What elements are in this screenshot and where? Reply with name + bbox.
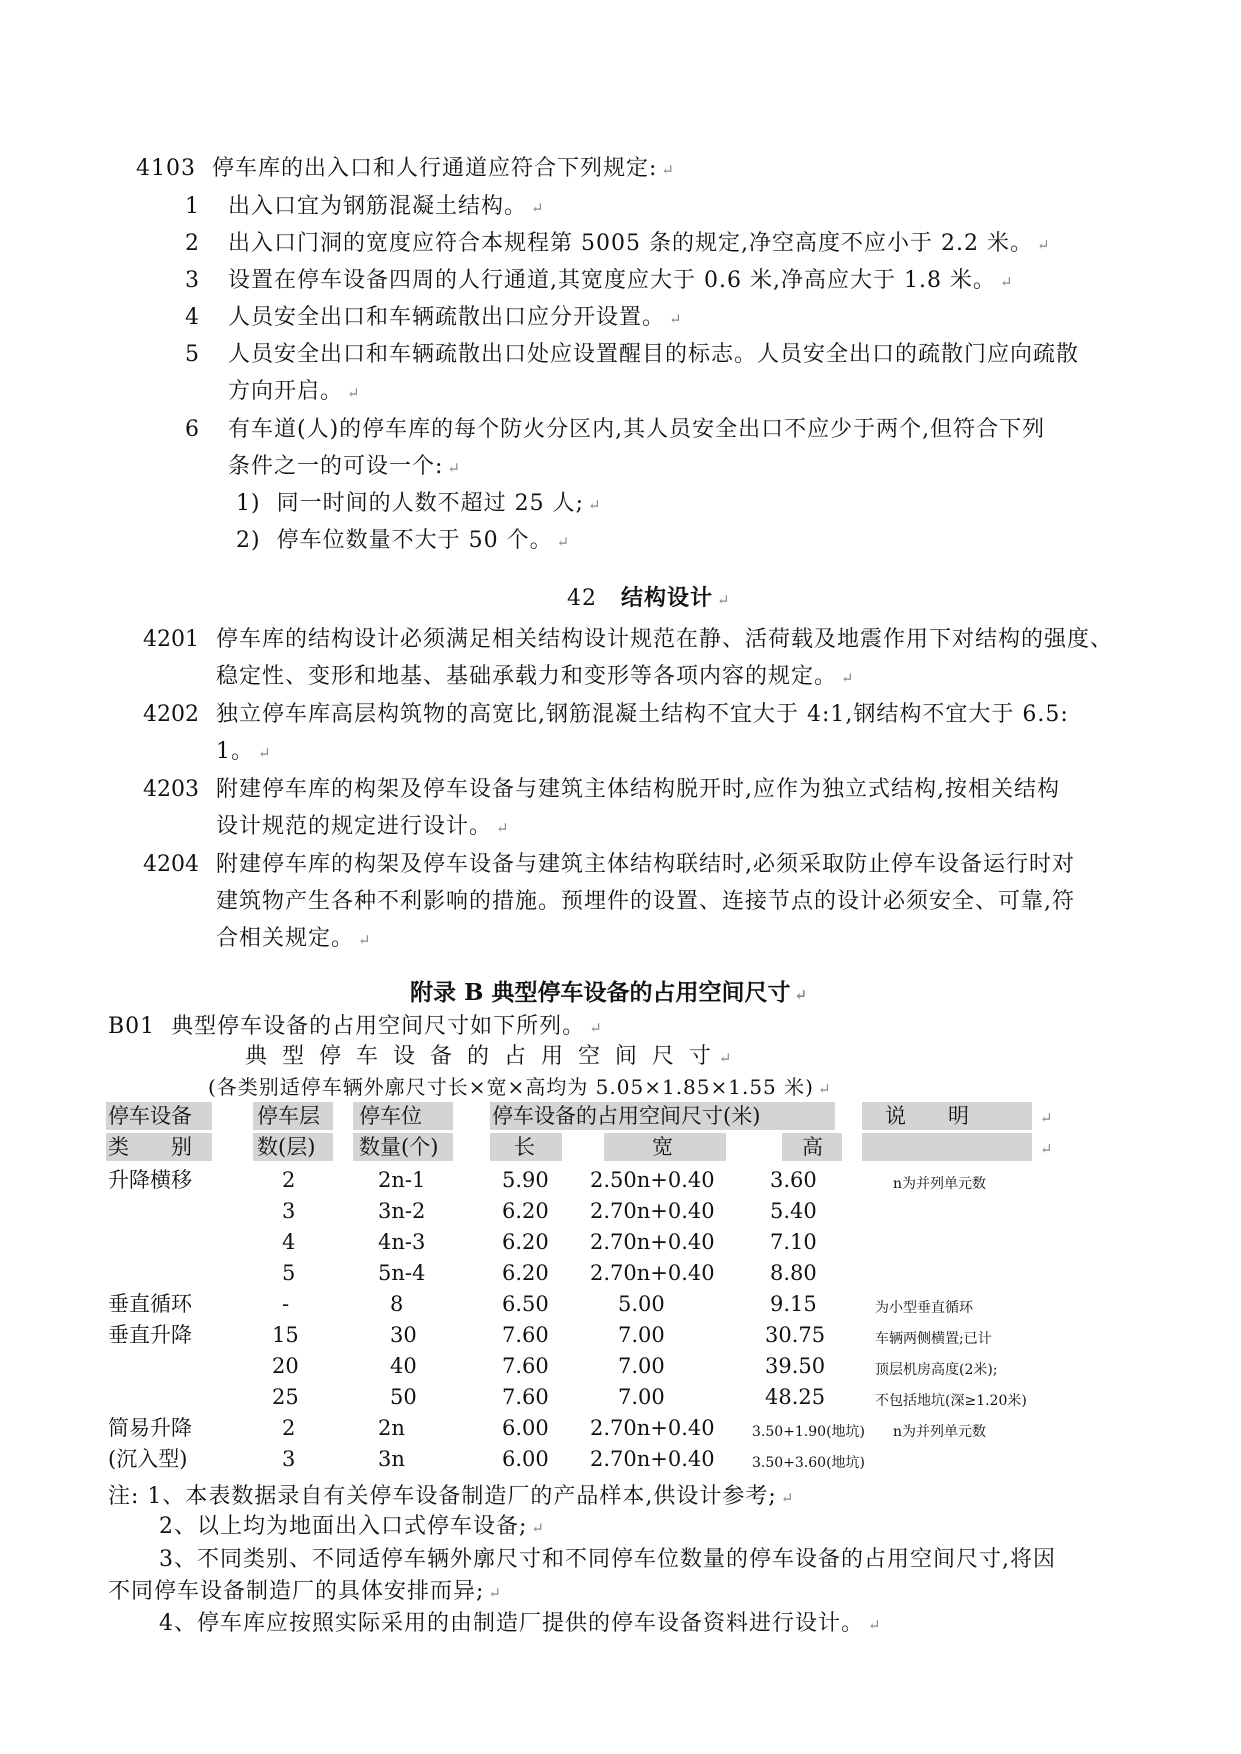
item-line: 人员安全出口和车辆疏散出口应分开设置。	[228, 305, 666, 330]
cell-category: 垂直循环	[108, 1292, 192, 1316]
cell-note: 为小型垂直循环	[875, 1300, 973, 1316]
cell-spaces: 2n-1	[378, 1168, 426, 1192]
paragraph-mark-icon: ↵	[556, 533, 571, 551]
clause-text-cont	[216, 662, 855, 693]
table-subtitle-text: (各类别适停车辆外廓尺寸长×宽×高均为 5.05×1.85×1.55 米)	[208, 1075, 814, 1099]
cell-height: 7.10	[770, 1230, 817, 1254]
paragraph-mark-icon: ↵	[358, 931, 372, 949]
header-cell: 停车位	[359, 1104, 422, 1128]
cell-note: 车辆两侧横置;已计	[875, 1331, 992, 1347]
cell-length: 6.20	[502, 1261, 549, 1285]
item-number: 6	[185, 417, 199, 442]
paragraph-mark: ↵	[1040, 1140, 1053, 1158]
header-cell: 数(层)	[257, 1135, 316, 1159]
clause-text-cont	[216, 737, 272, 768]
b01-line	[108, 1012, 603, 1043]
cell-layers: 3	[282, 1447, 296, 1471]
cell-length: 7.60	[502, 1354, 549, 1378]
header-cell: 停车层	[257, 1104, 320, 1128]
subitem	[236, 489, 602, 520]
cell-layers: -	[282, 1292, 290, 1316]
cell-layers: 3	[282, 1199, 296, 1223]
subitem	[236, 526, 570, 557]
cell-spaces: 50	[390, 1385, 417, 1409]
item-text: 人员安全出口和车辆疏散出口处应设置醒目的标志。人员安全出口的疏散门应向疏散	[228, 342, 1080, 367]
cell-spaces: 40	[390, 1354, 417, 1378]
cell-note: n为并列单元数	[893, 1424, 987, 1440]
cell-layers: 20	[272, 1354, 299, 1378]
note-line: 3、不同类别、不同适停车辆外廓尺寸和不同停车位数量的停车设备的占用空间尺寸,将因	[159, 1547, 1056, 1572]
header-cell: 宽	[652, 1135, 673, 1159]
header-cell: 停车设备	[108, 1104, 192, 1128]
cell-length: 6.00	[502, 1416, 549, 1440]
note-text: 不同停车设备制造厂的具体安排而异;	[108, 1579, 485, 1604]
section-title: 结构设计	[620, 585, 713, 611]
cell-layers: 5	[282, 1261, 296, 1285]
cell-category: 简易升降	[108, 1416, 192, 1440]
paragraph-mark-icon: ↵	[258, 744, 272, 762]
cell-note: 顶层机房高度(2米);	[875, 1362, 998, 1378]
cell-height: 3.50+1.90(地坑)	[752, 1424, 865, 1440]
note-line	[159, 1512, 545, 1543]
item-line: 出入口门洞的宽度应符合本规程第 5005 条的规定,净空高度不应小于 2.2 米。	[228, 231, 1033, 256]
cell-spaces: 30	[390, 1323, 417, 1347]
clause-text: 停车库的结构设计必须满足相关结构设计规范在静、活荷载及地震作用下对结构的强度、	[216, 627, 1114, 652]
paragraph-mark-icon	[1036, 1102, 1053, 1132]
table-title-text: 典 型 停 车 设 备 的 占 用 空 间 尺 寸	[245, 1044, 715, 1069]
cell-height: 48.25	[765, 1385, 826, 1409]
cell-length: 5.90	[502, 1168, 549, 1192]
header-cell: 高	[802, 1135, 823, 1159]
clause-text: 独立停车库高层构筑物的高宽比,钢筋混凝土结构不宜大于 4:1,钢结构不宜大于 6.5:	[216, 702, 1069, 727]
cell-layers: 2	[282, 1168, 296, 1192]
cell-height: 5.40	[770, 1199, 817, 1223]
paragraph-mark-icon: ↵	[496, 819, 510, 837]
cell-category: 垂直升降	[108, 1323, 192, 1347]
item-number: 2	[185, 231, 199, 256]
clause-id: 4201	[143, 627, 199, 652]
clause-id: 4204	[143, 852, 199, 877]
paragraph-mark-icon: ↵	[669, 310, 683, 328]
note-text: 4、停车库应按照实际采用的由制造厂提供的停车设备资料进行设计。	[159, 1611, 864, 1636]
cell-width: 7.00	[618, 1385, 665, 1409]
clause-line: 稳定性、变形和地基、基础承载力和变形等各项内容的规定。	[216, 664, 838, 689]
cell-width: 2.50n+0.40	[590, 1168, 715, 1192]
header-cell: 数量(个)	[359, 1135, 439, 1159]
clause-id: 4203	[143, 777, 199, 802]
clause-text: 附建停车库的构架及停车设备与建筑主体结构脱开时,应作为独立式结构,按相关结构	[216, 777, 1060, 802]
table-subtitle	[208, 1072, 832, 1104]
paragraph-mark-icon: ↵	[488, 1584, 502, 1602]
item-number: 5	[185, 342, 199, 367]
cell-length: 7.60	[502, 1323, 549, 1347]
item-line: 出入口宜为钢筋混凝土结构。	[228, 194, 528, 219]
item-line: 条件之一的可设一个:	[228, 454, 444, 479]
header-cell: 长	[514, 1135, 535, 1159]
cell-width: 2.70n+0.40	[590, 1447, 715, 1471]
cell-category: (沉入型)	[108, 1447, 188, 1471]
cell-spaces: 4n-3	[378, 1230, 426, 1254]
cell-category: 升降横移	[108, 1168, 192, 1192]
appendix-title-text: 附录 B 典型停车设备的占用空间尺寸	[410, 979, 791, 1006]
cell-height: 3.60	[770, 1168, 817, 1192]
cell-length: 6.20	[502, 1199, 549, 1223]
header-cell: 停车设备的占用空间尺寸(米)	[492, 1104, 761, 1128]
paragraph-mark-icon: ↵	[1036, 236, 1051, 254]
paragraph-mark-icon: ↵	[661, 161, 675, 179]
note-text: 2、以上均为地面出入口式停车设备;	[159, 1514, 528, 1539]
note-text: 注: 1、本表数据录自有关停车设备制造厂的产品样本,供设计参考;	[108, 1484, 777, 1509]
appendix-title	[410, 978, 807, 1010]
cell-height: 9.15	[770, 1292, 817, 1316]
cell-note: n为并列单元数	[893, 1176, 987, 1192]
subitem-number: 1)	[236, 491, 261, 516]
header-cell: 说 明	[885, 1104, 969, 1128]
item-number: 4	[185, 305, 199, 330]
clause-text-cont	[216, 812, 510, 843]
paragraph-mark-icon: ↵	[780, 1489, 795, 1507]
cell-width: 2.70n+0.40	[590, 1199, 715, 1223]
cell-length: 6.50	[502, 1292, 549, 1316]
cell-spaces: 5n-4	[378, 1261, 426, 1285]
item-text	[228, 192, 545, 223]
cell-height: 39.50	[765, 1354, 826, 1378]
clause-line: 合相关规定。	[216, 926, 355, 951]
cell-note: 不包括地坑(深≥1.20米)	[875, 1393, 1027, 1409]
cell-width: 2.70n+0.40	[590, 1261, 715, 1285]
item-text-cont	[228, 452, 461, 483]
paragraph-mark: ↵	[1040, 1109, 1053, 1127]
cell-layers: 2	[282, 1416, 296, 1440]
paragraph-mark-icon: ↵	[841, 669, 855, 687]
clause-4103-heading	[136, 154, 675, 185]
item-text	[228, 266, 1014, 297]
paragraph-mark-icon: ↵	[447, 459, 461, 477]
paragraph-mark-icon: ↵	[717, 591, 731, 609]
cell-spaces: 2n	[378, 1416, 405, 1440]
cell-height: 30.75	[765, 1323, 826, 1347]
header-cell: 类 别	[108, 1135, 192, 1159]
clause-id: 4103	[136, 156, 196, 181]
cell-length: 6.00	[502, 1447, 549, 1471]
item-number: 1	[185, 194, 199, 219]
cell-height: 8.80	[770, 1261, 817, 1285]
b01-id: B01	[108, 1014, 156, 1039]
item-line: 设置在停车设备四周的人行通道,其宽度应大于 0.6 米,净高应大于 1.8 米。	[228, 268, 996, 293]
subitem-text: 停车位数量不大于 50 个。	[276, 528, 553, 553]
subitem-number: 2)	[236, 528, 261, 553]
paragraph-mark-icon: ↵	[794, 986, 808, 1004]
item-text	[228, 303, 683, 334]
paragraph-mark-icon: ↵	[718, 1049, 736, 1067]
item-number: 3	[185, 268, 199, 293]
paragraph-mark-icon: ↵	[868, 1616, 882, 1634]
clause-line: 1。	[216, 739, 254, 764]
item-text-cont	[228, 377, 361, 408]
clause-text: 附建停车库的构架及停车设备与建筑主体结构联结时,必须采取防止停车设备运行时对	[216, 852, 1075, 877]
cell-layers: 25	[272, 1385, 299, 1409]
note-line	[108, 1482, 794, 1513]
note-line	[108, 1577, 502, 1608]
section-heading	[567, 583, 731, 615]
clause-line: 设计规范的规定进行设计。	[216, 814, 493, 839]
item-line: 方向开启。	[228, 379, 344, 404]
paragraph-mark-icon: ↵	[817, 1080, 832, 1098]
cell-spaces: 3n-2	[378, 1199, 426, 1223]
cell-layers: 15	[272, 1323, 299, 1347]
paragraph-mark-icon	[1036, 1133, 1053, 1163]
clause-text-cont: 建筑物产生各种不利影响的措施。预埋件的设置、连接节点的设计必须安全、可靠,符	[216, 889, 1075, 914]
cell-length: 6.20	[502, 1230, 549, 1254]
paragraph-mark-icon: ↵	[588, 496, 602, 514]
cell-length: 7.60	[502, 1385, 549, 1409]
clause-text-cont	[216, 924, 372, 955]
paragraph-mark-icon: ↵	[347, 384, 361, 402]
cell-layers: 4	[282, 1230, 296, 1254]
cell-spaces: 8	[390, 1292, 404, 1316]
subitem-text: 同一时间的人数不超过 25 人;	[276, 491, 584, 516]
item-text: 有车道(人)的停车库的每个防火分区内,其人员安全出口不应少于两个,但符合下列	[228, 417, 1046, 442]
note-line	[159, 1609, 882, 1640]
cell-width: 7.00	[618, 1323, 665, 1347]
paragraph-mark-icon: ↵	[531, 1519, 545, 1537]
cell-width: 2.70n+0.40	[590, 1416, 715, 1440]
item-text	[228, 229, 1051, 260]
table-title	[245, 1042, 736, 1073]
paragraph-mark-icon: ↵	[531, 199, 545, 217]
cell-width: 5.00	[618, 1292, 665, 1316]
header-shade	[862, 1133, 1032, 1161]
cell-height: 3.50+3.60(地坑)	[752, 1455, 865, 1471]
cell-width: 7.00	[618, 1354, 665, 1378]
clause-title: 停车库的出入口和人行通道应符合下列规定:	[212, 156, 658, 181]
paragraph-mark-icon: ↵	[589, 1019, 603, 1037]
b01-text: 典型停车设备的占用空间尺寸如下所列。	[171, 1014, 586, 1039]
cell-width: 2.70n+0.40	[590, 1230, 715, 1254]
paragraph-mark-icon: ↵	[999, 273, 1014, 291]
cell-spaces: 3n	[378, 1447, 405, 1471]
section-number: 42	[567, 586, 597, 611]
clause-id: 4202	[143, 702, 199, 727]
